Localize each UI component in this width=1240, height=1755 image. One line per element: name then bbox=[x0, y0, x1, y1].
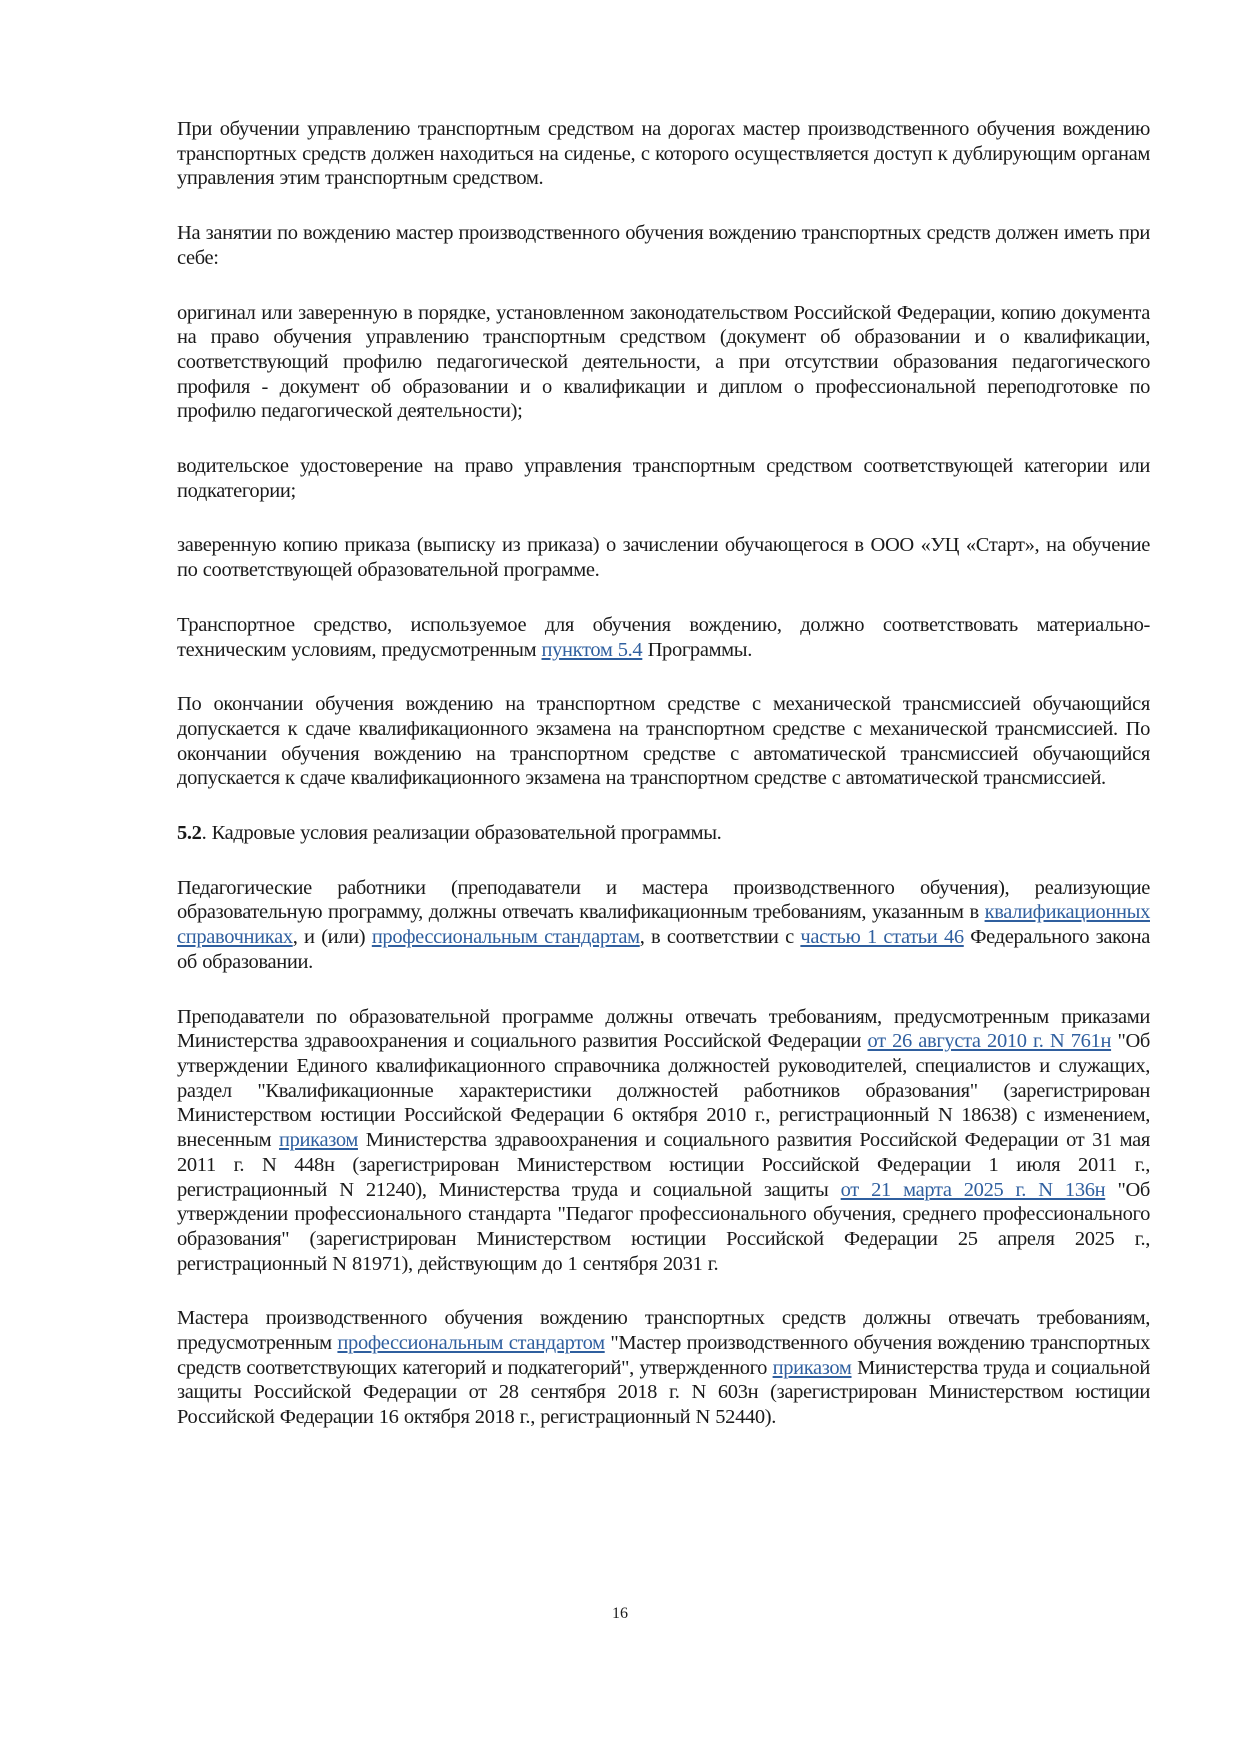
paragraph-drivers-license: водительское удостоверение на право управления транспортным средством соответствующей категории или подкатегории; bbox=[177, 455, 1150, 502]
text: Федерального закона об образовании. bbox=[177, 926, 1150, 973]
text: , в соответствии с bbox=[639, 926, 801, 949]
paragraph-driving-instructors-requirements bbox=[177, 1306, 1150, 1430]
text: Программы. bbox=[642, 638, 753, 661]
paragraph-teaching-certificate: оригинал или заверенную в порядке, установленном законодательством Российской Федерации, копию документа на право обучения управлению транспортным средством (документ об образовании и о квалификации, соответствующий профилю педагогической деятельности, а при отсутствии образования педагогического профиля - документ об образовании и о квалификации и диплом о профессиональной переподготовке по профилю педагогической деятельности); bbox=[177, 301, 1150, 423]
paragraph-vehicle-requirements bbox=[177, 613, 1150, 662]
paragraph-teachers-requirements bbox=[177, 1005, 1150, 1277]
text: Преподаватели по образовательной программе должны отвечать требованиям, предусмотренным приказами Министерства здравоохранения и социального развития Российской Федерации bbox=[177, 1005, 1150, 1053]
link-professional-standards[interactable]: профессиональным стандартам bbox=[371, 926, 640, 949]
paragraph-pedagogical-staff bbox=[177, 876, 1150, 975]
text: Транспортное средство, используемое для обучения вождению, должно соответствовать материально-техническим условиям, предусмотренным bbox=[177, 613, 1150, 661]
text: Министерства здравоохранения и социального развития Российской Федерации от 31 мая 2011 г. N 448н (зарегистрирован Министерством юстиции Российской Федерации 1 июля 2011 г., регистрационный N 21240), Министерства труда и социальной защиты bbox=[177, 1129, 1150, 1201]
link-order-761n[interactable]: от 26 августа 2010 г. N 761н bbox=[867, 1030, 1112, 1053]
link-professional-standard[interactable]: профессиональным стандартом bbox=[337, 1332, 605, 1355]
section-heading-5-2 bbox=[177, 821, 1150, 846]
paragraph-enrollment-order: заверенную копию приказа (выписку из приказа) о зачислении обучающегося в ООО «УЦ «Старт», на обучение по соответствующей образовательной программе. bbox=[177, 534, 1150, 582]
document-page bbox=[177, 117, 1150, 1460]
text: Министерства труда и социальной защиты Российской Федерации от 28 сентября 2018 г. N 603н (зарегистрирован Министерством юстиции Российской Федерации 16 октября 2018 г., регистрационный N 52440). bbox=[177, 1356, 1150, 1429]
page-number: 16 bbox=[612, 1605, 628, 1622]
link-article-46[interactable]: частью 1 статьи 46 bbox=[800, 926, 964, 949]
link-order-448n[interactable]: приказом bbox=[279, 1129, 358, 1152]
text: Педагогические работники (преподаватели и мастера производственного обучения), реализующие образовательную программу, должны отвечать квалификационным требованиям, указанным в bbox=[177, 876, 1150, 924]
link-order-603n[interactable]: приказом bbox=[772, 1356, 852, 1379]
paragraph-required-documents-intro: На занятии по вождению мастер производственного обучения вождению транспортных средств должен иметь при себе: bbox=[177, 222, 1150, 269]
text: "Мастер производственного обучения вождению транспортных средств соответствующих категорий и подкатегорий", утвержденного bbox=[177, 1332, 1150, 1379]
text: "Об утверждении профессионального стандарта "Педагог профессионального обучения, среднего профессионального образования" (зарегистрирован Министерством юстиции Российской Федерации 25 апреля 2025 г., регистрационный N 81971), действующим до 1 сентября 2031 г. bbox=[177, 1178, 1150, 1275]
link-clause-5-4[interactable]: пунктом 5.4 bbox=[541, 638, 643, 661]
link-qualification-handbooks[interactable]: квалификационных справочниках bbox=[177, 901, 1150, 949]
section-number: 5.2 bbox=[177, 822, 202, 845]
text: "Об утверждении Единого квалификационного справочника должностей руководителей, специалистов и служащих, раздел "Квалификационные характеристики должностей работников образования" (зарегистрирован Министерством юстиции Российской Федерации 6 октября 2010 г., регистрационный N 18638) с изменением, внесенным bbox=[177, 1030, 1151, 1152]
text: , и (или) bbox=[292, 926, 372, 949]
link-order-136n[interactable]: от 21 марта 2025 г. N 136н bbox=[840, 1178, 1106, 1201]
paragraph-transmission-exam: По окончании обучения вождению на транспортном средстве с механической трансмиссией обучающийся допускается к сдаче квалификационного экзамена на транспортном средстве с механической трансмиссией. По окончании обучения вождению на транспортном средстве с автоматической трансмиссией обучающийся допускается к сдаче квалификационного экзамена на транспортном средстве с автоматической трансмиссией. bbox=[177, 693, 1150, 790]
text: Мастера производственного обучения вождению транспортных средств должны отвечать требованиям, предусмотренным bbox=[177, 1307, 1150, 1355]
section-title: . Кадровые условия реализации образовательной программы. bbox=[201, 822, 722, 845]
paragraph-instructor-seat: При обучении управлению транспортным средством на дорогах мастер производственного обучения вождению транспортных средств должен находиться на сиденье, с которого осуществляется доступ к дублирующим органам управления этим транспортным средством. bbox=[177, 118, 1150, 190]
